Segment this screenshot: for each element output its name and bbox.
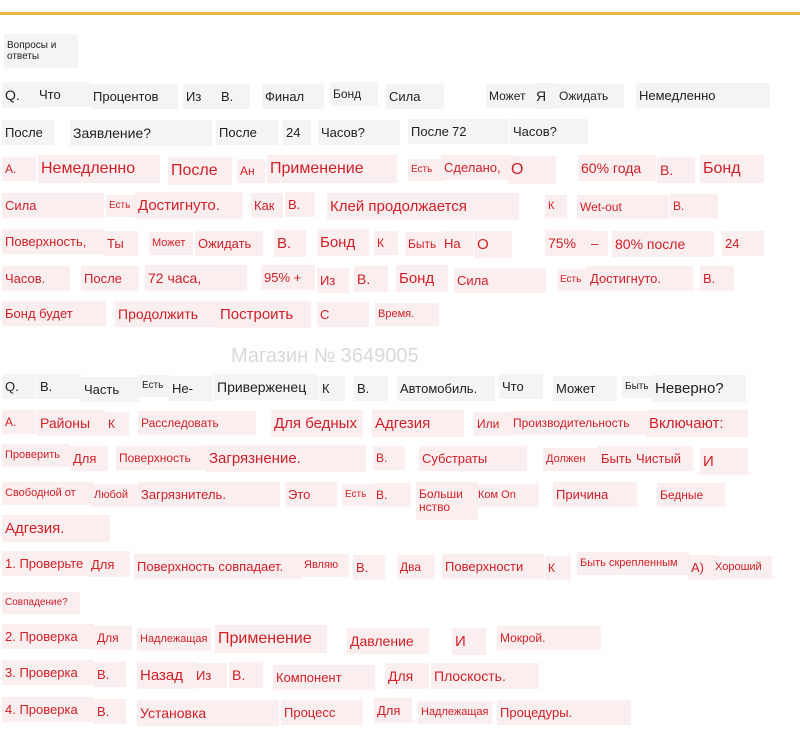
answer-word: В. — [700, 266, 734, 291]
answer-word: Бонд будет — [2, 301, 106, 326]
list-item-3-word: Для — [385, 663, 429, 689]
question-word: Из — [183, 84, 221, 109]
answer-word: К — [374, 231, 398, 255]
answer-word-part: нство — [419, 500, 451, 515]
answer-word: Должен — [543, 448, 599, 471]
question-word: Неверно? — [652, 375, 746, 402]
answer-word: Свободной от — [2, 482, 94, 505]
answer-word: Есть — [557, 269, 591, 291]
list-item-2-word: Для — [94, 626, 132, 650]
answer-word: 60% года — [578, 155, 656, 181]
list-item-2-word: Применение — [215, 625, 327, 653]
list-item-1-word: К — [545, 556, 571, 580]
section-label-line2: ответы — [7, 51, 40, 62]
list-item-4-word: В. — [94, 699, 126, 724]
question-word: Бонд — [330, 82, 378, 106]
answer-word: Быть — [598, 446, 640, 471]
question-word: После — [408, 119, 472, 144]
answer-word: Применение — [267, 155, 397, 183]
answer-word: 72 часа, — [145, 265, 247, 291]
list-item-1-word: Являю — [301, 554, 349, 577]
question-word: Что — [499, 374, 543, 399]
list-item-3-word: В. — [94, 662, 126, 687]
list-item-2-word: 2. Проверка — [2, 624, 94, 649]
answer-word: Это — [285, 482, 337, 507]
top-divider-line — [0, 12, 800, 15]
answer-word: В. — [285, 192, 315, 217]
question-word: Не- — [169, 376, 213, 401]
question-word: Быть — [622, 376, 656, 398]
question-word: В. — [37, 374, 81, 399]
answer-word: Как — [251, 193, 283, 218]
answer-word: Районы — [37, 410, 105, 436]
answer-word: 24 — [722, 231, 764, 256]
answer-word: Может — [149, 232, 193, 255]
answer-word: Адгезия — [372, 410, 464, 437]
answer-word: Загрязнитель. — [138, 482, 280, 507]
answer-word: К — [105, 412, 129, 436]
list-item-3-word: Назад — [137, 662, 195, 689]
answer-word: Ан — [237, 159, 265, 183]
question-word: Часов? — [318, 120, 400, 145]
answer-word: Построить — [217, 301, 311, 328]
question-word: Автомобиль. — [397, 376, 495, 401]
answer-word: Бонд — [700, 155, 764, 183]
answer-word: Ожидать — [195, 231, 263, 256]
question-word: Немедленно — [636, 83, 770, 108]
list-item-1-word: Быть скрепленным — [577, 552, 689, 575]
answer-word: О — [508, 156, 556, 184]
answer-word: Производительность — [510, 411, 652, 435]
answer-word: Время. — [375, 303, 439, 326]
question-word: Q. — [2, 82, 36, 108]
question-word: Часть — [81, 377, 139, 402]
list-item-3-word: В. — [229, 662, 263, 688]
answer-word: В. — [373, 483, 411, 507]
question-word: Ожидать — [556, 84, 624, 108]
list-item-2-word: Надлежащая — [137, 628, 211, 651]
answer-word: Расследовать — [138, 411, 256, 435]
answer-word: В. — [657, 157, 695, 183]
answer-word: Бедные — [657, 483, 725, 507]
list-item-2-word: Давление — [347, 628, 429, 654]
question-word: После — [216, 120, 278, 145]
list-item-1-word: Совпадение? — [2, 592, 80, 614]
answer-word: 75% — [545, 230, 589, 256]
question-word: Финал — [262, 84, 324, 109]
list-item-3-word: Компонент — [273, 665, 375, 690]
question-word: К — [319, 376, 345, 401]
list-item-4-word: Для — [374, 698, 412, 723]
answer-word: Или — [474, 412, 512, 436]
list-item-3-word: Из — [193, 663, 227, 688]
question-word: 24 — [283, 120, 311, 145]
question-word: Есть — [139, 375, 171, 397]
answer-word: Есть — [342, 484, 376, 506]
list-item-1-word: Поверхности — [442, 554, 544, 579]
section-label — [4, 34, 78, 68]
question-word: Сила — [386, 84, 444, 109]
list-item-1-word: 1. Проверьте — [2, 551, 130, 576]
answer-word-wrapped — [416, 482, 478, 520]
answer-word: Проверить — [2, 444, 70, 467]
question-word: Часов? — [510, 119, 588, 144]
question-word: Q. — [2, 374, 36, 399]
answer-word: Сила — [2, 193, 104, 218]
list-item-4-word: 4. Проверка — [2, 697, 94, 722]
answer-word: Из — [317, 268, 349, 293]
answer-word: A. — [2, 157, 36, 181]
answer-word: Сделано, — [441, 155, 513, 180]
question-word: Что — [36, 82, 90, 107]
answer-word: После — [81, 266, 139, 291]
list-item-1-word: Два — [397, 555, 435, 579]
list-item-1-word: В. — [353, 555, 385, 580]
answer-word: 95% + — [261, 265, 315, 290]
answer-word: Для — [70, 446, 108, 471]
answer-word: К — [545, 195, 567, 218]
answer-word: – — [588, 231, 608, 256]
answer-word: Чистый — [633, 446, 693, 471]
question-word: 72 — [449, 119, 509, 144]
answer-word: Бонд — [396, 265, 448, 292]
answer-word: Ком On — [475, 484, 539, 507]
question-word: Приверженец — [214, 374, 318, 400]
answer-word: Часов. — [2, 266, 70, 291]
answer-word: Причина — [553, 482, 637, 507]
list-item-1-word: Хороший — [712, 556, 772, 579]
answer-word: О — [474, 231, 512, 258]
answer-word: В. — [274, 230, 306, 257]
answer-word: Продолжить — [115, 301, 217, 327]
answer-word: Есть — [106, 195, 138, 217]
answer-word: Немедленно — [38, 155, 160, 183]
answer-word: В. — [354, 266, 388, 292]
list-item-2-word: И — [452, 628, 486, 655]
answer-word: 80% после — [612, 231, 714, 257]
answer-word-part: Больши — [419, 487, 463, 501]
question-word: В. — [354, 376, 388, 401]
list-item-1-word: Для — [88, 552, 126, 577]
answer-word: Клей продолжается — [327, 193, 519, 220]
list-item-2-word: Мокрой. — [497, 626, 601, 650]
answer-word: В. — [373, 446, 405, 470]
answer-word: Поверхность — [116, 446, 208, 470]
store-watermark: Магазин № 3649005 — [231, 345, 419, 367]
question-word: Может — [553, 376, 617, 401]
answer-word: В. — [670, 194, 718, 218]
list-item-4-word: Процедуры. — [497, 700, 631, 725]
answer-word: Субстраты — [419, 446, 527, 471]
section-label-line1: Вопросы и — [7, 40, 57, 51]
list-item-1-word: A) — [688, 555, 716, 580]
list-item-1-word: Поверхность совпадает. — [134, 554, 302, 579]
answer-word: Для бедных — [271, 410, 363, 437]
answer-word: На — [441, 231, 473, 256]
list-item-3-word: Плоскость. — [431, 663, 539, 689]
question-word: После — [2, 120, 54, 145]
list-item-4-word: Процесс — [281, 700, 363, 725]
answer-word: Есть — [408, 159, 444, 181]
answer-word: Адгезия. — [2, 515, 110, 542]
answer-word: Достигнуто. — [587, 266, 693, 291]
list-item-4-word: Надлежащая — [418, 701, 492, 724]
answer-word: Любой — [91, 484, 139, 507]
answer-word: Ты — [104, 231, 138, 256]
list-item-3-word: 3. Проверка — [2, 660, 94, 685]
answer-word: Достигнуто. — [135, 192, 243, 219]
answer-word: С — [317, 302, 369, 327]
answer-word: Wet-out — [577, 195, 669, 219]
question-word: В. — [218, 84, 250, 109]
answer-word: И — [700, 448, 748, 475]
list-item-4-word: Установка — [137, 700, 279, 726]
question-word: Заявление? — [70, 120, 212, 146]
answer-word: Загрязнение. — [206, 445, 366, 472]
answer-word: Бонд — [317, 229, 369, 256]
answer-word: Поверхность, — [2, 229, 104, 254]
answer-word: Включают: — [646, 410, 748, 437]
question-word: Процентов — [90, 84, 178, 109]
question-word: Я — [533, 83, 557, 109]
answer-word: Быть — [405, 232, 443, 256]
question-word: Может — [486, 84, 534, 108]
answer-word: После — [168, 157, 232, 185]
answer-word: Сила — [454, 268, 546, 293]
answer-word: A. — [2, 410, 36, 434]
